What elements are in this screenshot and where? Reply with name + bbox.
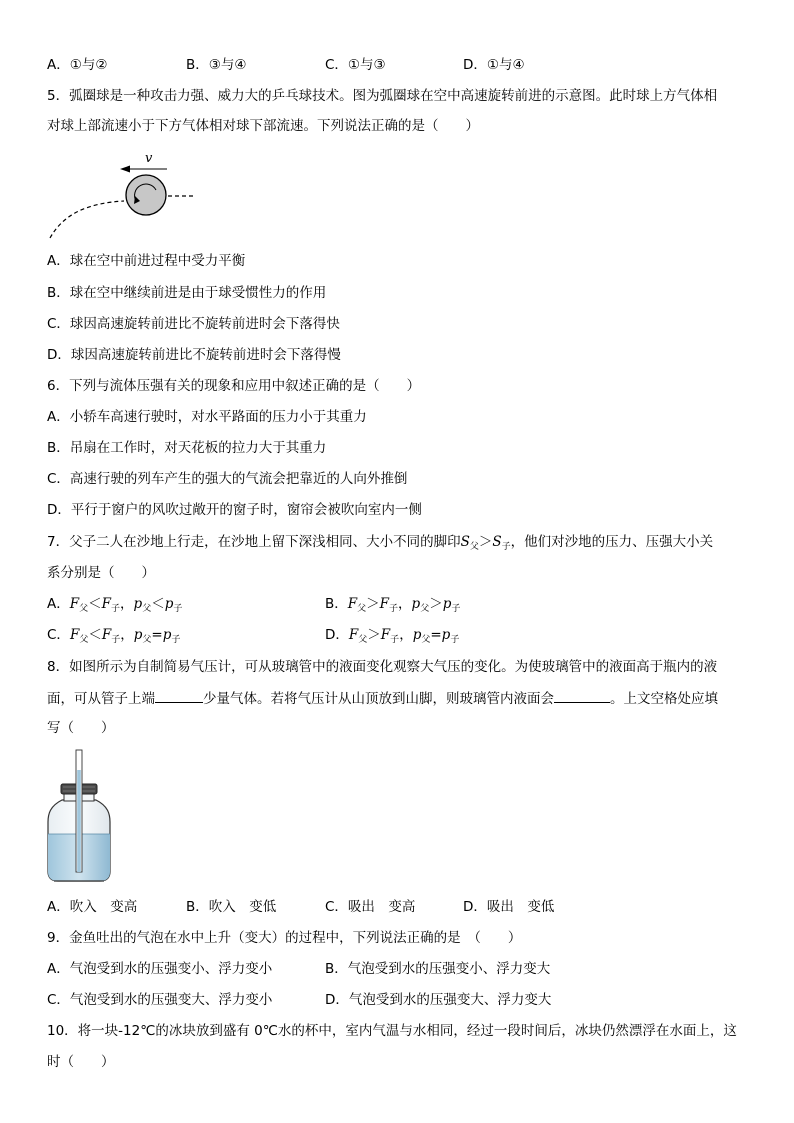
q7-option-b: B．$F_父>F_子$，$p_父>p_子$ (325, 596, 461, 614)
q8-option-c: C．吸出 变高 (325, 899, 416, 915)
q10-stem-line1: 10．将一块-12℃的冰块放到盛有 0℃水的杯中，室内气温与水相同，经过一段时间后，冰块仍然漂浮在水面上，这 (47, 1023, 737, 1039)
q8-stem-line2: 面，可从管子上端 少量气体。若将气压计从山顶放到山脚，则玻璃管内液面会 。上文空格处应填 (47, 688, 718, 709)
q10-stem-line2: 时（ ） (47, 1054, 115, 1070)
q6-option-a: A．小轿车高速行驶时，对水平路面的压力小于其重力 (47, 409, 367, 425)
q7-gt: ＞ (478, 534, 493, 550)
q8-option-d: D．吸出 变低 (463, 899, 555, 915)
q8-option-a: A．吹入 变高 (47, 899, 138, 915)
q8-blank-1 (155, 688, 203, 703)
q4-option-b: B．③与④ (186, 57, 247, 73)
q7-sub-son: 子 (501, 542, 511, 552)
q5-option-a: A．球在空中前进过程中受力平衡 (47, 253, 246, 269)
q9-option-d: D．气泡受到水的压强变大、浮力变大 (325, 992, 552, 1008)
q6-stem: 6．下列与流体压强有关的现象和应用中叙述正确的是（ ） (47, 378, 421, 394)
q6-option-b: B．吊扇在工作时，对天花板的拉力大于其重力 (47, 440, 327, 456)
q5-option-b: B．球在空中继续前进是由于球受惯性力的作用 (47, 285, 327, 301)
q5-option-d: D．球因高速旋转前进比不旋转前进时会下落得慢 (47, 347, 341, 363)
q7-option-a: A．$F_父<F_子$，$p_父<p_子$ (47, 596, 183, 614)
q8-option-b: B．吹入 变低 (186, 899, 277, 915)
q4-option-d: D．①与④ (463, 57, 525, 73)
q8-barometer-bottle-figure (44, 748, 114, 884)
q9-option-c: C．气泡受到水的压强变大、浮力变小 (47, 992, 273, 1008)
q5-stem-line2: 对球上部流速小于下方气体相对球下部流速。下列说法正确的是（ ） (47, 118, 479, 134)
q7-stem-part-b: ，他们对沙地的压力、压强大小关 (510, 534, 714, 550)
q8-stem-line3: 写（ ） (47, 720, 115, 736)
q9-option-a: A．气泡受到水的压强变小、浮力变小 (47, 961, 273, 977)
q6-option-c: C．高速行驶的列车产生的强大的气流会把靠近的人向外推倒 (47, 471, 408, 487)
q4-option-a: A．①与② (47, 57, 108, 73)
q7-stem-line1 (47, 532, 713, 554)
q5-spinning-ball-figure (44, 148, 214, 242)
q7-sub-father: 父 (469, 542, 479, 552)
q4-option-c: C．①与③ (325, 57, 386, 73)
q5-stem-line1: 5．弧圈球是一种攻击力强、威力大的乒乓球技术。图为弧圈球在空中高速旋转前进的示意图。此时球上方气体相 (47, 88, 718, 104)
q7-stem-part-a: 7．父子二人在沙地上行走，在沙地上留下深浅相同、大小不同的脚印 (47, 534, 461, 550)
q7-option-d: D．$F_父>F_子$，$p_父=p_子$ (325, 627, 460, 645)
q6-option-d: D．平行于窗户的风吹过敞开的窗子时，窗帘会被吹向室内一侧 (47, 502, 422, 518)
q9-stem: 9．金鱼吐出的气泡在水中上升（变大）的过程中，下列说法正确的是 （ ） (47, 930, 522, 946)
q7-option-c: C．$F_父<F_子$，$p_父=p_子$ (47, 627, 181, 645)
q7-s-symbol: S (460, 534, 470, 550)
q8-blank-2 (554, 688, 610, 703)
q8-stem-line1: 8．如图所示为自制简易气压计，可从玻璃管中的液面变化观察大气压的变化。为使玻璃管中的液面高于瓶内的液 (47, 659, 718, 675)
q9-option-b: B．气泡受到水的压强变小、浮力变大 (325, 961, 551, 977)
q7-stem-line2: 系分别是（ ） (47, 565, 155, 581)
q5-velocity-label: v (145, 151, 153, 166)
q7-s-symbol: S (492, 534, 502, 550)
q5-option-c: C．球因高速旋转前进比不旋转前进时会下落得快 (47, 316, 340, 332)
